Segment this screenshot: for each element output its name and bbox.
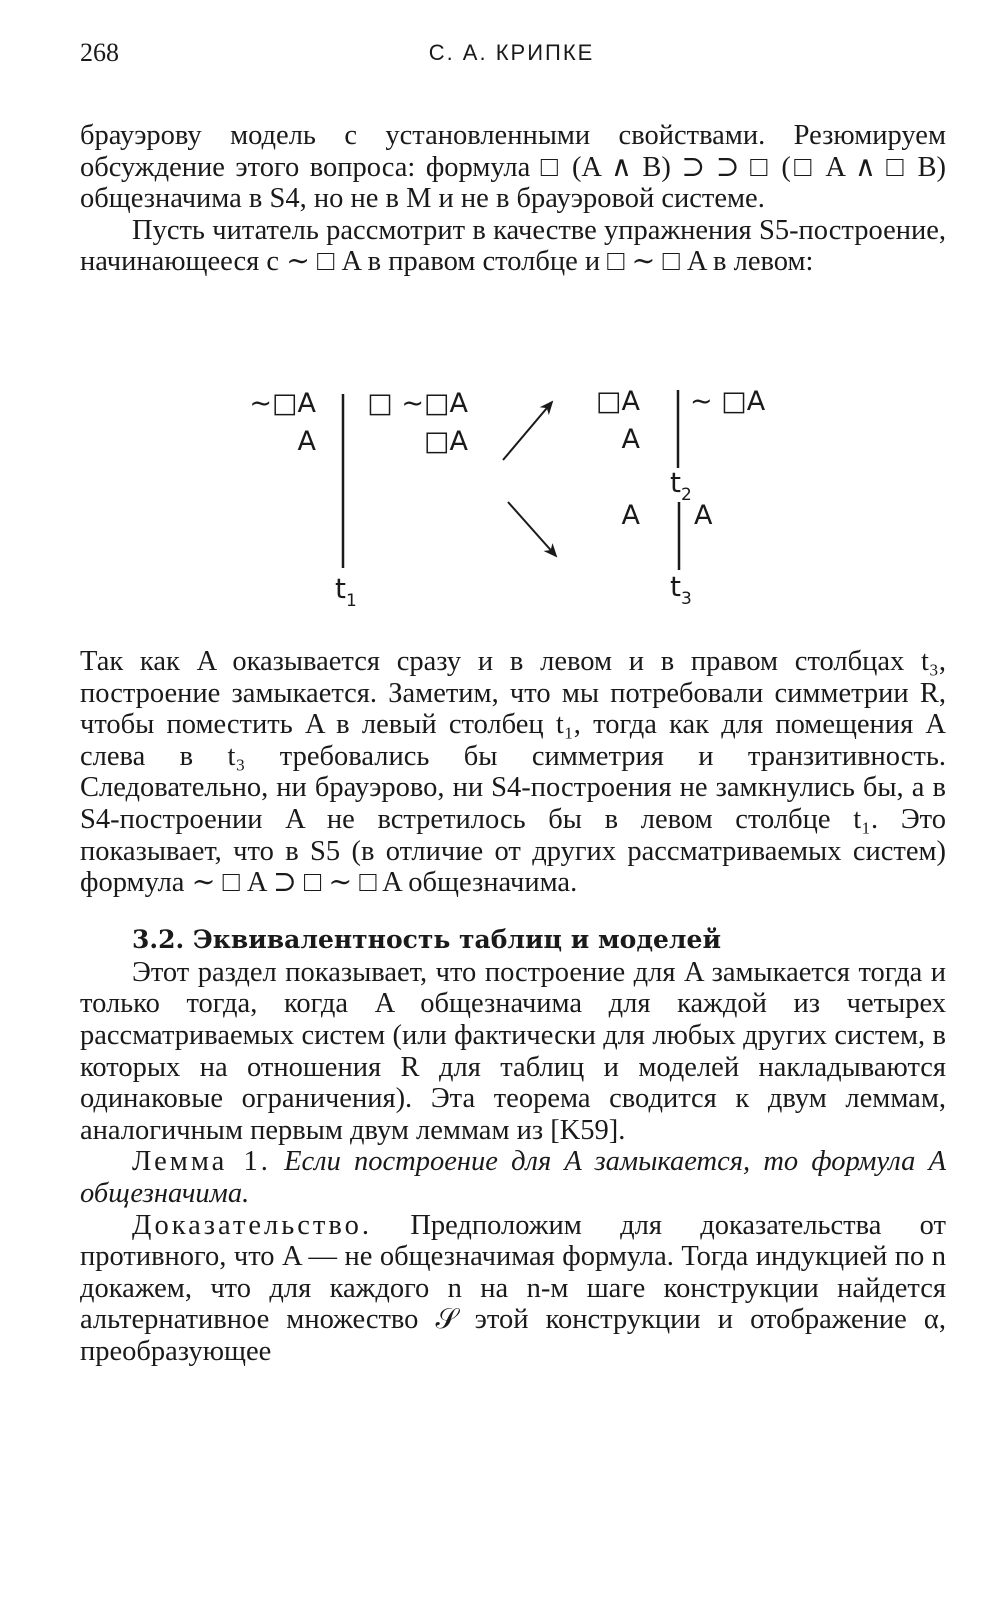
- tableau-t2: [596, 386, 766, 505]
- proof-label: Доказательство.: [132, 1209, 372, 1241]
- paragraph-2: Пусть читатель рассмотрит в качестве упражнения S5-построение, начинающееся с ∼ □ A в правом столбце и □ ∼ □ A в левом:: [80, 214, 946, 278]
- page-number: 268: [80, 38, 119, 67]
- t3-left-formula-1: A: [621, 500, 640, 531]
- t2-right-formula-1: ∼ □A: [690, 386, 766, 417]
- paragraph-1: брауэрову модель с установленными свойствами. Резюмируем обсуждение этого вопроса: формула □ (A ∧ B) ⊃ ⊃ □ (□ A ∧ □ B) общезначима в S4, но не в M и не в брауэровой системе.: [80, 120, 946, 215]
- t2-left-formula-2: A: [621, 424, 640, 455]
- arrow-to-t3: [508, 502, 556, 556]
- tableau-diagram: [0, 380, 991, 620]
- t1-label: $t_1$: [335, 572, 357, 611]
- t1-right-formula-2: □A: [424, 426, 468, 457]
- lemma-statement: Если построение для A замыкается, то формула A общезначима.: [80, 1146, 947, 1209]
- page-header: [80, 38, 943, 78]
- t1-left-formula-2: A: [297, 426, 316, 457]
- proof: [80, 1210, 946, 1368]
- t2-label: $t_2$: [670, 466, 692, 505]
- section-heading: 3.2. Эквивалентность таблиц и моделей: [132, 924, 721, 954]
- tableau-t3: [622, 500, 713, 609]
- t2-left-formula-1: □A: [596, 386, 640, 417]
- paragraph-3: Так как A оказывается сразу и в левом и в правом столбцах t₃, построение замыкается. Заметим, что мы потребовали симметрии R, чтобы поместить A в левый столбец t₁, тогда как для помещения A слева в t₃ требовались бы симметрия и транзитивность. Следовательно, ни брауэрово, ни S4-построения не замкнулись бы, а в S4-построении A не встретилось бы в левом столбце t₁. Это показывает, что в S5 (в отличие от других рассматриваемых систем) формула ∼ □ A ⊃ □ ∼ □ A общезначима.: [80, 646, 946, 899]
- lemma-label: Лемма 1.: [132, 1146, 271, 1178]
- proof-text: Предположим для доказательства от противного, что A — не общезначимая формула. Тогда индукцией по n докажем, что для каждого n на n-м шаге конструкции найдется альтернативное множество 𝒮 этой конструкции и отображение α, преобразующее: [80, 1209, 947, 1367]
- paragraph-4: Этот раздел показывает, что построение для A замыкается тогда и только тогда, когда A общезначима для каждой из четырех рассматриваемых систем (или фактически для любых других систем, в которых на отношения R для таблиц и моделей накладываются одинаковые ограничения). Эта теорема сводится к двум леммам, аналогичным первым двум леммам из [K59].: [80, 956, 946, 1146]
- t3-label: $t_3$: [670, 570, 692, 609]
- tableau-t1: [249, 388, 468, 611]
- arrow-to-t2: [503, 402, 552, 460]
- lower-text-block: [80, 646, 946, 1367]
- t1-left-formula-1: ∼□A: [249, 388, 316, 419]
- t1-right-formula-1: □ ∼□A: [367, 388, 468, 419]
- top-text-block: [80, 120, 946, 278]
- running-head: С. А. КРИПКЕ: [428, 40, 595, 65]
- lemma-1: [80, 1146, 946, 1209]
- t3-right-formula-1: A: [694, 500, 713, 531]
